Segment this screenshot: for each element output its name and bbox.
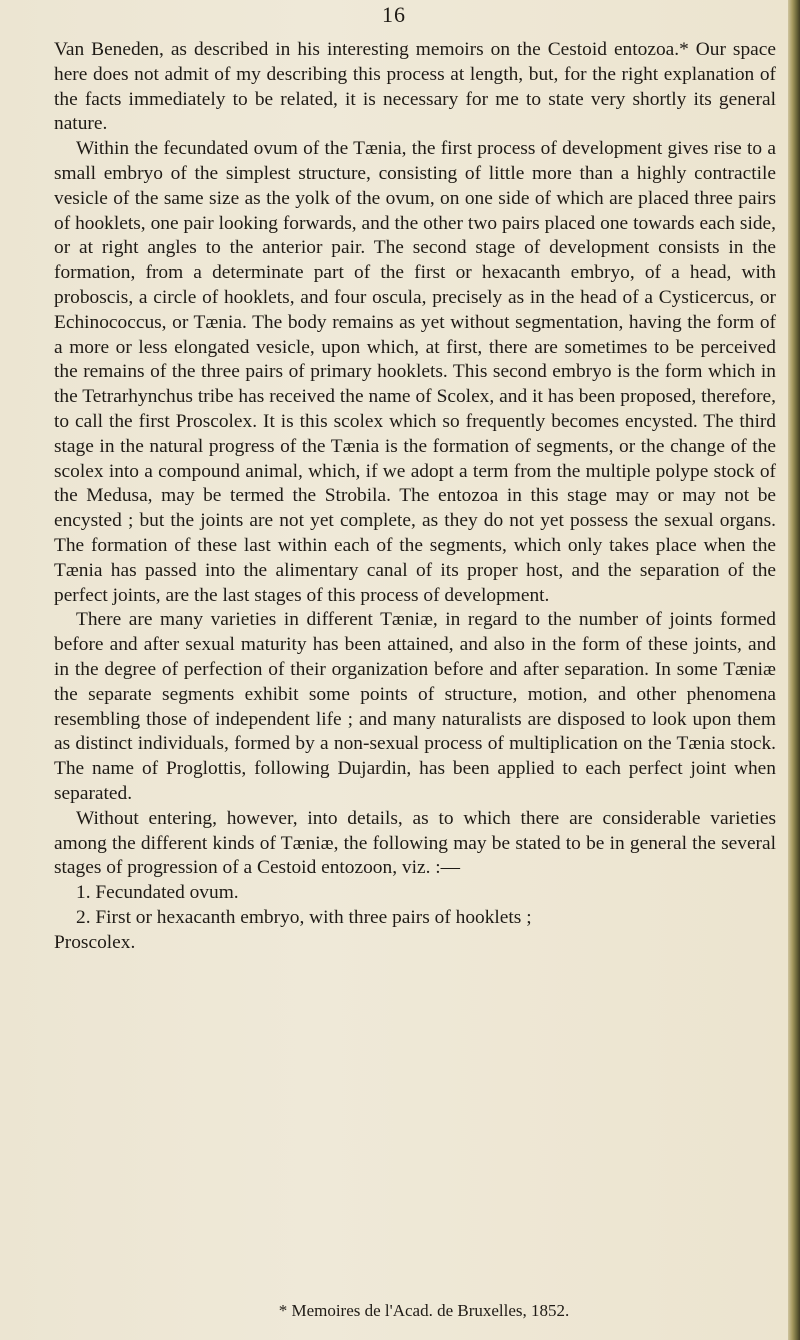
list-item: 1. Fecundated ovum. bbox=[76, 882, 239, 904]
paragraph: Without entering, however, into details, as to which there are considerable varieties among the different kinds of Tæniæ, the following may be stated to be in general the several stages of progression of a Cestoid entozoon, viz. :— bbox=[54, 807, 776, 879]
list-item: 2. First or hexacanth embryo, with three pairs of hooklets ; bbox=[76, 906, 532, 928]
list-continuation: Proscolex. bbox=[54, 931, 136, 953]
page-number: 16 bbox=[382, 2, 406, 27]
body-text bbox=[54, 38, 776, 955]
page-edge bbox=[788, 0, 800, 1340]
footnote: * Memoires de l'Acad. de Bruxelles, 1852. bbox=[278, 1301, 570, 1320]
paragraph: Within the fecundated ovum of the Tænia, the first process of development gives rise to a small embryo of the simplest structure, consisting of little more than a highly contractile vesicle of the same size as the yolk of the ovum, on one side of which are placed three pairs of hooklets, one pair looking forwards, and the other two pairs placed one towards each side, or at right angles to the anterior pair. The second stage of development consists in the formation, from a determinate part of the first or hexacanth embryo, of a head, with proboscis, a circle of hooklets, and four oscula, precisely as in the head of a Cysticercus, or Echinococcus, or Tænia. The body remains as yet without segmentation, having the form of a more or less elongated vesicle, upon which, at first, there are sometimes to be perceived the remains of the three pairs of primary hooklets. This second embryo is the form which in the Tetrarhynchus tribe has received the name of Scolex, and it has been proposed, therefore, to call the first Proscolex. It is this scolex which so frequently becomes encysted. The third stage in the natural progress of the Tænia is the formation of segments, or the change of the scolex into a compound animal, which, if we adopt a term from the multiple polype stock of the Medusa, may be termed the Strobila. The entozoa in this stage may or may not be encysted ; but the joints are not yet complete, as they do not yet possess the sexual organs. The formation of these last within each of the segments, which only takes place when the Tænia has passed into the alimentary canal of its proper host, and the separation of the perfect joints, are the last stages of this process of development. bbox=[54, 138, 776, 606]
paragraph: There are many varieties in different Tæniæ, in regard to the number of joints formed before and after sexual maturity has been attained, and also in the form of these joints, and in the degree of perfection of their organization before and after separation. In some Tæniæ the separate segments exhibit some points of structure, motion, and other phenomena resembling those of independent life ; and many naturalists are disposed to look upon them as distinct individuals, formed by a non-sexual process of multiplication on the Tænia stock. The name of Proglottis, following Dujardin, has been applied to each perfect joint when separated. bbox=[54, 609, 776, 804]
paragraph: Van Beneden, as described in his interesting memoirs on the Cestoid entozoa.* Our space here does not admit of my describing this process at length, but, for the right explanation of the facts immediately to be related, it is necessary for me to state very shortly its general nature. bbox=[54, 39, 776, 135]
